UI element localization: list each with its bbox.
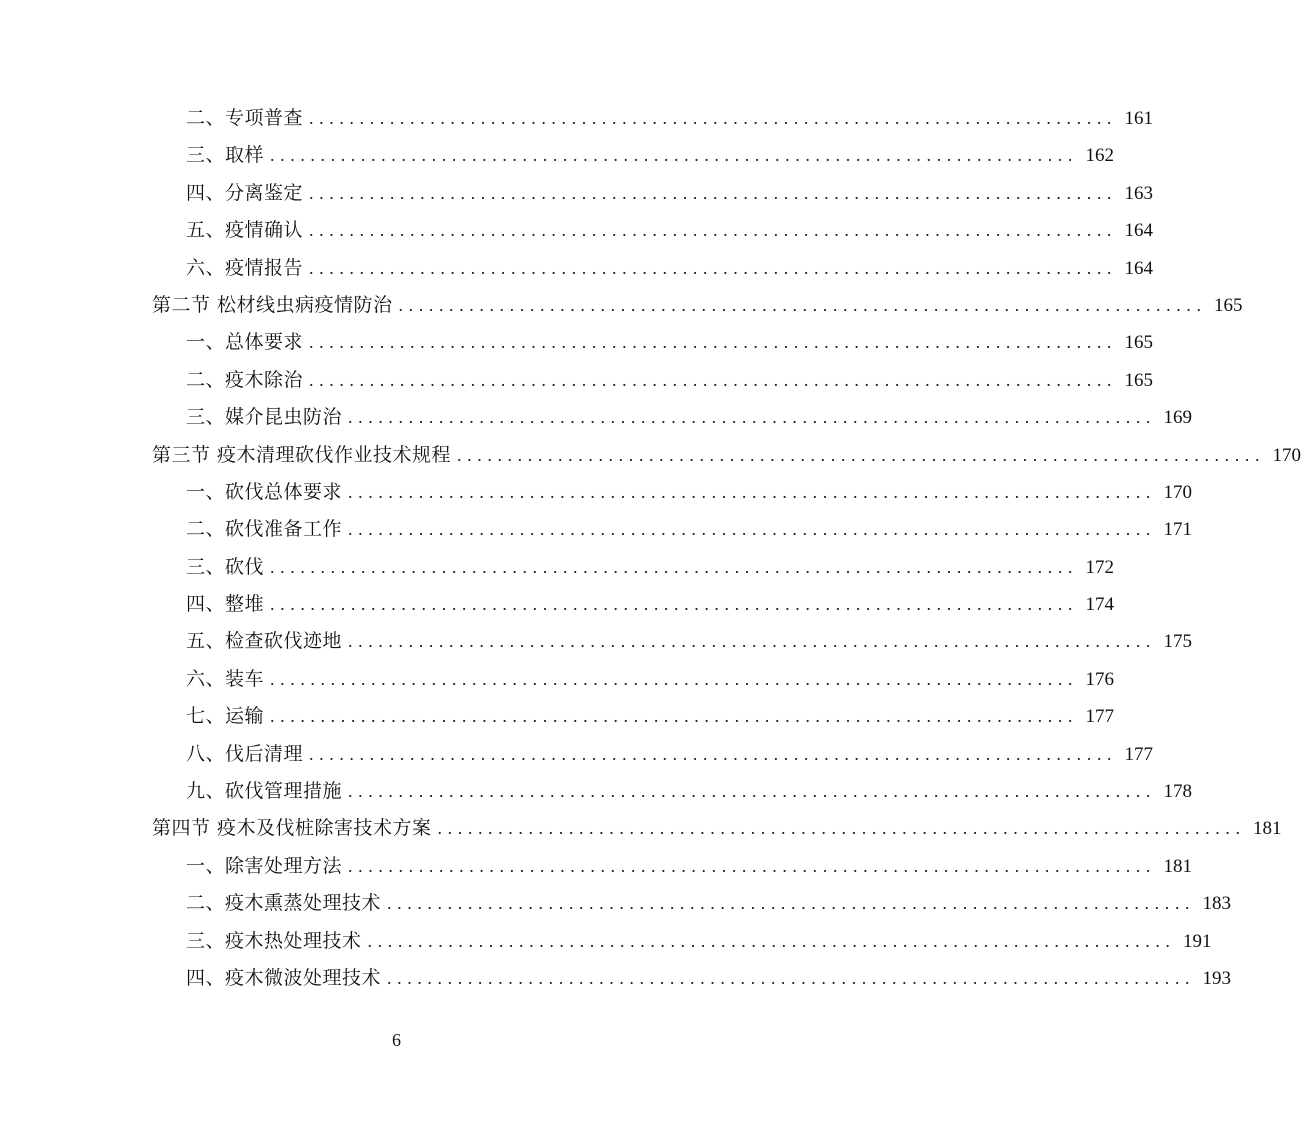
dot-leader: ................................................................................ [309, 369, 1118, 390]
toc-page-number: 172 [1085, 556, 1115, 578]
toc-entry-title: 三、取样 [186, 144, 265, 167]
toc-page-number: 171 [1163, 519, 1193, 541]
toc-entry-title: 六、装车 [186, 667, 265, 690]
toc-subsection-row[interactable] [0, 474, 1193, 511]
toc-entry-title: 六、疫情报告 [186, 256, 304, 279]
toc-page-number: 165 [1124, 332, 1154, 354]
toc-page-number: 178 [1163, 781, 1193, 803]
dot-leader: ................................................................................ [348, 407, 1157, 428]
toc-page-number: 177 [1124, 743, 1154, 765]
table-of-contents [0, 100, 1301, 997]
toc-entry-title: 第三节 疫木清理砍伐作业技术规程 [152, 443, 452, 466]
dot-leader: ................................................................................ [309, 220, 1118, 241]
dot-leader: ................................................................................ [270, 706, 1079, 727]
toc-page-number: 193 [1202, 967, 1232, 989]
toc-entry-title: 八、伐后清理 [186, 742, 304, 765]
toc-subsection-row[interactable] [0, 511, 1193, 548]
dot-leader: ................................................................................ [309, 108, 1118, 128]
toc-entry-title: 四、疫木微波处理技术 [186, 966, 382, 989]
dot-leader: ................................................................................ [348, 631, 1157, 652]
dot-leader: ................................................................................ [348, 781, 1157, 802]
toc-subsection-row[interactable] [0, 549, 1115, 586]
toc-subsection-row[interactable] [0, 661, 1115, 698]
dot-leader: ................................................................................ [270, 556, 1079, 577]
dot-leader: ................................................................................ [348, 519, 1157, 540]
toc-subsection-row[interactable] [0, 923, 1212, 960]
toc-subsection-row[interactable] [0, 960, 1232, 997]
toc-entry-title: 五、检查砍伐迹地 [186, 630, 343, 653]
dot-leader: ................................................................................ [457, 444, 1266, 465]
toc-page-number: 191 [1183, 930, 1212, 952]
toc-page-number: 176 [1085, 668, 1115, 690]
toc-subsection-row[interactable] [0, 848, 1193, 885]
toc-entry-title: 第四节 疫木及伐桩除害技术方案 [152, 817, 432, 840]
dot-leader: ................................................................................ [437, 818, 1246, 839]
toc-subsection-row[interactable] [0, 885, 1232, 922]
toc-page-number: 177 [1085, 706, 1115, 728]
toc-entry-title: 第二节 松材线虫病疫情防治 [152, 293, 393, 316]
toc-page-number: 165 [1214, 294, 1243, 316]
toc-entry-title: 三、媒介昆虫防治 [186, 406, 343, 429]
toc-page-number: 181 [1253, 818, 1282, 840]
toc-entry-title: 三、砍伐 [186, 555, 265, 578]
toc-subsection-row[interactable] [0, 362, 1154, 399]
toc-section-row[interactable] [0, 810, 1282, 847]
dot-leader: ................................................................................ [309, 257, 1118, 278]
dot-leader: ................................................................................ [270, 145, 1079, 166]
toc-page-number: 164 [1124, 257, 1154, 279]
toc-subsection-row[interactable] [0, 623, 1193, 660]
toc-page-number: 174 [1085, 594, 1115, 616]
toc-entry-title: 二、砍伐准备工作 [186, 518, 343, 541]
toc-page-number: 181 [1163, 855, 1193, 877]
toc-entry-title: 一、砍伐总体要求 [186, 480, 343, 503]
toc-entry-title: 五、疫情确认 [186, 219, 304, 242]
toc-entry-title: 三、疫木热处理技术 [186, 929, 362, 952]
dot-leader: ................................................................................ [387, 967, 1196, 988]
dot-leader: ................................................................................ [398, 294, 1207, 315]
toc-page-number: 161 [1124, 108, 1154, 129]
dot-leader: ................................................................................ [367, 930, 1176, 951]
toc-page-number: 175 [1163, 631, 1193, 653]
dot-leader: ................................................................................ [309, 743, 1118, 764]
toc-entry-title: 一、除害处理方法 [186, 854, 343, 877]
toc-subsection-row[interactable] [0, 212, 1154, 249]
toc-entry-title: 七、运输 [186, 705, 265, 728]
toc-entry-title: 二、专项普查 [186, 107, 304, 129]
toc-entry-title: 一、总体要求 [186, 331, 304, 354]
dot-leader: ................................................................................ [348, 481, 1157, 502]
toc-subsection-row[interactable] [0, 399, 1193, 436]
toc-page-number: 169 [1163, 407, 1193, 429]
dot-leader: ................................................................................ [309, 332, 1118, 353]
toc-page-number: 170 [1272, 444, 1301, 466]
toc-section-row[interactable] [0, 437, 1301, 474]
toc-entry-title: 二、疫木熏蒸处理技术 [186, 892, 382, 915]
toc-subsection-row[interactable] [0, 698, 1115, 735]
toc-entry-title: 四、分离鉴定 [186, 181, 304, 204]
toc-page-number: 183 [1202, 893, 1232, 915]
toc-page-number: 163 [1124, 182, 1154, 204]
toc-subsection-row[interactable] [0, 736, 1154, 773]
toc-page-number: 164 [1124, 220, 1154, 242]
toc-page-number: 170 [1163, 481, 1193, 503]
toc-section-row[interactable] [0, 287, 1243, 324]
toc-page-number: 165 [1124, 369, 1154, 391]
toc-page-number: 162 [1085, 145, 1115, 167]
dot-leader: ................................................................................ [270, 594, 1079, 615]
dot-leader: ................................................................................ [270, 668, 1079, 689]
dot-leader: ................................................................................ [309, 182, 1118, 203]
toc-entry-title: 二、疫木除治 [186, 368, 304, 391]
toc-subsection-row[interactable] [0, 773, 1193, 810]
page-number: 6 [392, 1030, 401, 1050]
dot-leader: ................................................................................ [348, 855, 1157, 876]
toc-subsection-row[interactable] [0, 137, 1115, 174]
toc-subsection-row[interactable] [0, 175, 1154, 212]
toc-subsection-row[interactable] [0, 586, 1115, 623]
toc-subsection-row[interactable] [0, 324, 1154, 361]
toc-subsection-row[interactable] [0, 100, 1154, 137]
toc-subsection-row[interactable] [0, 250, 1154, 287]
toc-entry-title: 四、整堆 [186, 593, 265, 616]
toc-entry-title: 九、砍伐管理措施 [186, 780, 343, 803]
dot-leader: ................................................................................ [387, 893, 1196, 914]
